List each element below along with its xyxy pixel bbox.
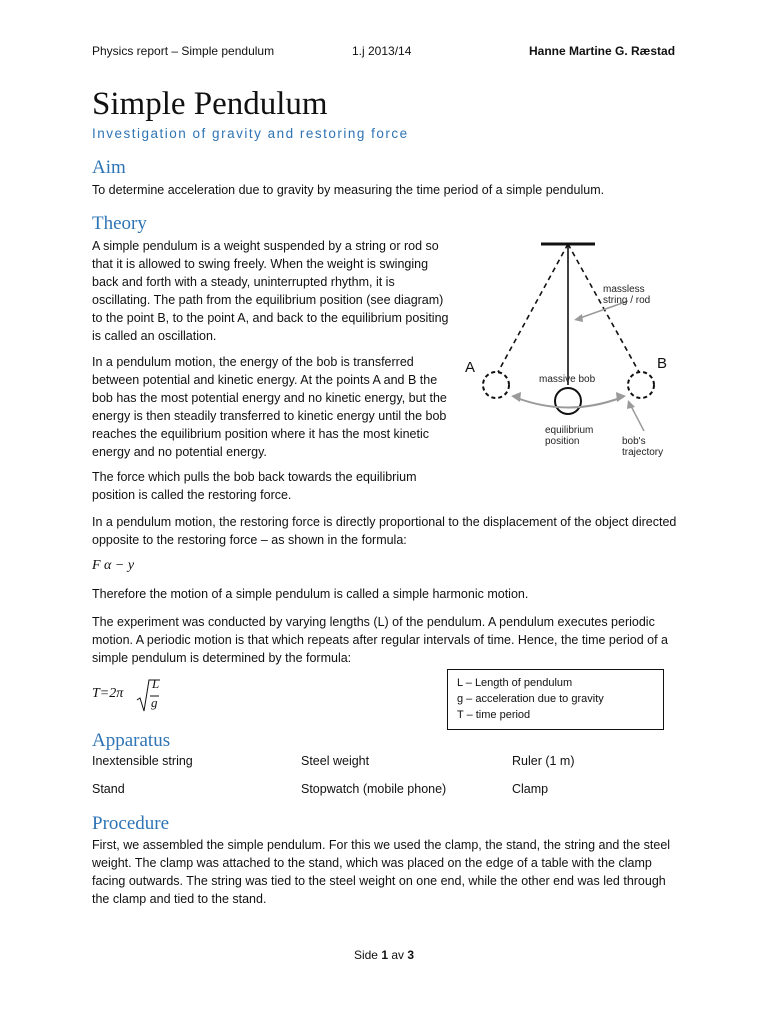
restoring-force-formula: F α − y	[92, 558, 135, 573]
aim-text: To determine acceleration due to gravity by measuring the time period of a simple pendulum.	[92, 183, 605, 197]
procedure-text: First, we assembled the simple pendulum. For this we used the clamp, the stand, the string and the steel weight. The clamp was attached to the stand, which was placed on the edge of a table with the clamp facing outwards. The string was tied to the steel weight on one end, while the other end was led through the clamp and tied to the stand.	[92, 838, 671, 906]
legend-line: T – time period	[457, 709, 531, 721]
page-title: Simple Pendulum	[92, 86, 328, 122]
page-footer	[0, 948, 768, 962]
theory-paragraph-6: The experiment was conducted by varying lengths (L) of the pendulum. A pendulum executes periodic motion. A periodic motion is that which repeats after regular intervals of time. Hence, the time period of a simple pendulum is determined by the formula:	[92, 615, 668, 665]
apparatus-item: Stand	[92, 782, 125, 796]
period-formula-numerator: L	[152, 676, 160, 691]
label-a: A	[465, 359, 476, 376]
header-right: Hanne Martine G. Ræstad	[529, 44, 676, 58]
apparatus-item: Clamp	[512, 782, 549, 796]
header-center: 1.j 2013/14	[352, 44, 412, 58]
trajectory-arrow-left	[511, 392, 521, 402]
label-equilibrium: equilibrium	[545, 425, 594, 436]
formula-legend-box	[447, 669, 664, 730]
aim-heading: Aim	[92, 157, 126, 178]
footer-middle: av	[388, 948, 408, 962]
apparatus-item: Inextensible string	[92, 754, 193, 768]
bob-position-a	[483, 372, 509, 398]
header-left: Physics report – Simple pendulum	[92, 44, 275, 58]
label-massless: massless	[603, 284, 645, 295]
footer-page-number: 1	[381, 948, 388, 962]
trajectory-arrow-right	[616, 392, 626, 402]
legend-line: L – Length of pendulum	[457, 677, 573, 689]
pendulum-diagram	[455, 232, 685, 464]
legend-line: g – acceleration due to gravity	[457, 693, 604, 705]
dashed-string-left	[498, 244, 568, 372]
bob-equilibrium	[555, 388, 581, 414]
apparatus-item: Stopwatch (mobile phone)	[301, 782, 447, 796]
label-bobs: bob's	[622, 436, 646, 447]
page-subtitle: Investigation of gravity and restoring force	[92, 126, 409, 141]
theory-paragraph-3: The force which pulls the bob back towards the equilibrium position is called the restoring force.	[92, 470, 417, 502]
label-b: B	[657, 355, 668, 372]
label-string-rod: string / rod	[603, 295, 651, 306]
apparatus-item: Steel weight	[301, 754, 370, 768]
label-position: position	[545, 436, 580, 447]
apparatus-heading: Apparatus	[92, 730, 171, 751]
theory-paragraph-2: In a pendulum motion, the energy of the bob is transferred between potential and kinetic energy. At the points A and B the bob has the most potential energy and no kinetic energy, but the energy is then steadily transferred to kinetic energy until the bob reaches the equilibrium position where it has the most kinetic energy and no potential energy.	[92, 355, 447, 459]
trajectory-pointer	[631, 406, 644, 431]
period-formula	[92, 676, 172, 716]
footer-page-total: 3	[407, 948, 415, 962]
label-trajectory: trajectory	[622, 447, 664, 458]
dashed-string-right	[568, 244, 639, 372]
theory-paragraph-5: Therefore the motion of a simple pendulum is called a simple harmonic motion.	[92, 587, 529, 601]
apparatus-item: Ruler (1 m)	[512, 754, 575, 768]
theory-paragraph-1: A simple pendulum is a weight suspended by a string or rod so that it is allowed to swing freely. When the weight is swinging back and forth with a steady, uninterrupted rhythm, it is oscillating. The path from the equilibrium position (see diagram) to the point B, to the point A, and back to the equilibrium positing is called an oscillation.	[92, 239, 449, 343]
footer-prefix: Side	[353, 948, 382, 962]
period-formula-denominator: g	[151, 695, 158, 710]
label-massive-bob: massive bob	[539, 374, 596, 385]
procedure-heading: Procedure	[92, 813, 170, 834]
theory-paragraph-4: In a pendulum motion, the restoring force is directly proportional to the displacement of the object directed opposite to the restoring force – as shown in the formula:	[92, 515, 677, 547]
theory-heading: Theory	[92, 213, 147, 234]
bob-position-b	[628, 372, 654, 398]
period-formula-lhs: T=2π	[92, 686, 124, 701]
